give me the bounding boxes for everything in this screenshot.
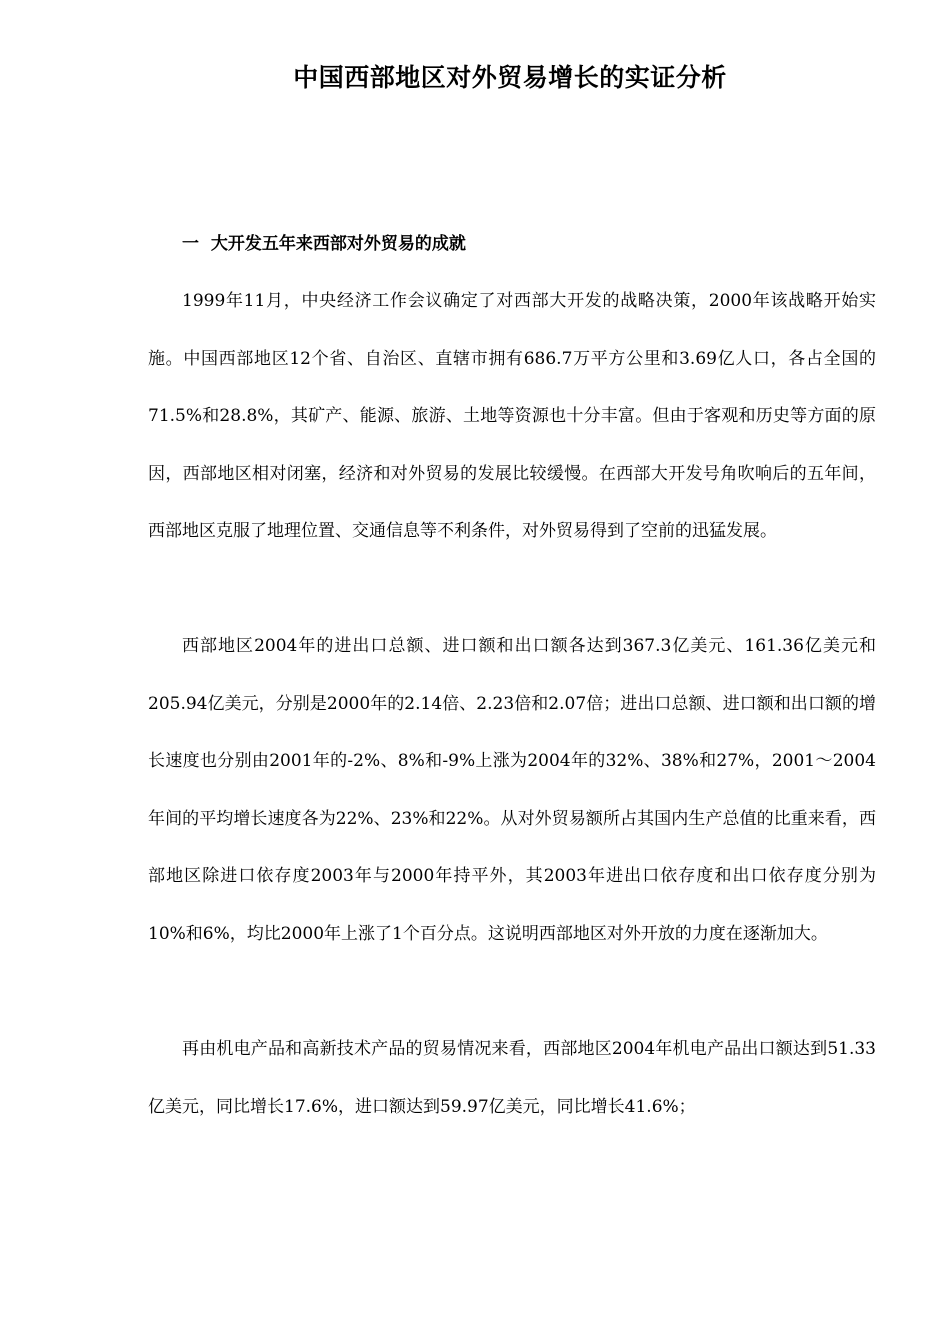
body-paragraph-3: 再由机电产品和高新技术产品的贸易情况来看，西部地区2004年机电产品出口额达到51.33亿美元，同比增长17.6%，进口额达到59.97亿美元，同比增长41.6%； [148, 1039, 876, 1117]
body-paragraph-2: 西部地区2004年的进出口总额、进口额和出口额各达到367.3亿美元、161.36亿美元和205.94亿美元，分别是2000年的2.14倍、2.23倍和2.07倍；进出口总额、进口额和出口额的增长速度也分别由2001年的-2%、8%和-9%上涨为2004年的32%、38%和27%，2001～2004年间的平均增长速度各为22%、23%和22%。从对外贸易额所占其国内生产总值的比重来看，西部地区除进口依存度2003年与2000年持平外，其2003年进出口依存度和出口依存度分别为10%和6%，均比2000年上涨了1个百分点。这说明西部地区对外开放的力度在逐渐加大。 [148, 636, 876, 944]
document-title: 中国西部地区对外贸易增长的实证分析 [293, 63, 727, 92]
body-paragraph-1: 1999年11月，中央经济工作会议确定了对西部大开发的战略决策，2000年该战略开始实施。中国西部地区12个省、自治区、直辖市拥有686.7万平方公里和3.69亿人口，各占全国的71.5%和28.8%，其矿产、能源、旅游、土地等资源也十分丰富。但由于客观和历史等方面的原因，西部地区相对闭塞，经济和对外贸易的发展比较缓慢。在西部大开发号角吹响后的五年间，西部地区克服了地理位置、交通信息等不利条件，对外贸易得到了空前的迅猛发展。 [148, 291, 876, 542]
section-heading: 一 大开发五年来西部对外贸易的成就 [182, 234, 466, 254]
